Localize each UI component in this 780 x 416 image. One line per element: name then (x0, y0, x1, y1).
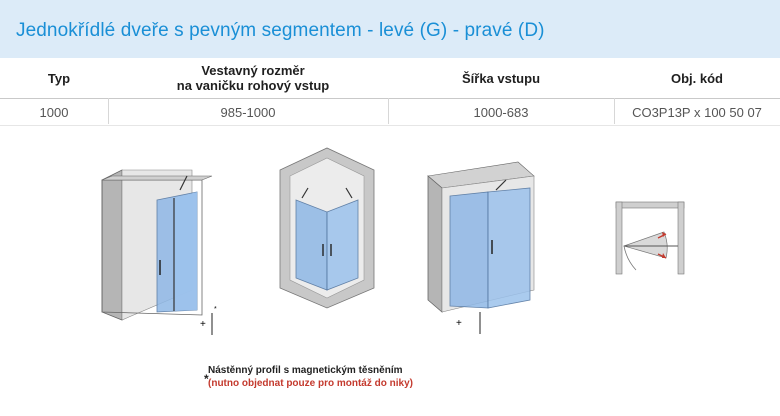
title-bar (0, 0, 780, 58)
page-title: Jednokřídlé dveře s pevným segmentem - levé (G) - pravé (D) (16, 20, 545, 41)
plus-marker: + (200, 319, 206, 330)
header-obj-kod: Obj. kód (671, 70, 723, 86)
star-marker: * (214, 306, 217, 313)
legend-note (208, 364, 413, 390)
legend-line-2: (nutno objednat pouze pro montáž do niky) (208, 378, 413, 389)
header-typ: Typ (47, 70, 71, 86)
column-divider (614, 98, 615, 124)
table-row (0, 98, 780, 126)
cell-typ: 1000 (39, 104, 69, 120)
plus-marker: + (456, 318, 462, 329)
corner-entry-drawing (272, 140, 382, 310)
header-sirka-vstupu: Šířka vstupu (461, 70, 541, 86)
header-vestavny-rozmer: Vestavný rozměr na vaničku rohový vstup (176, 63, 330, 93)
niche-installation-drawing (92, 140, 222, 340)
legend-star: * (204, 372, 209, 386)
table-header-row (0, 58, 780, 98)
legend-line-1: Nástěnný profil s magnetickým těsněním (208, 365, 403, 376)
door-swing-top-view (606, 140, 686, 280)
cell-kod: CO3P13P x 100 50 07 (632, 104, 762, 120)
cell-rozmer: 985-1000 (220, 104, 276, 120)
column-divider (388, 98, 389, 124)
wall-installation-drawing (422, 140, 542, 340)
column-divider (108, 98, 109, 124)
cell-sirka: 1000-683 (473, 104, 529, 120)
